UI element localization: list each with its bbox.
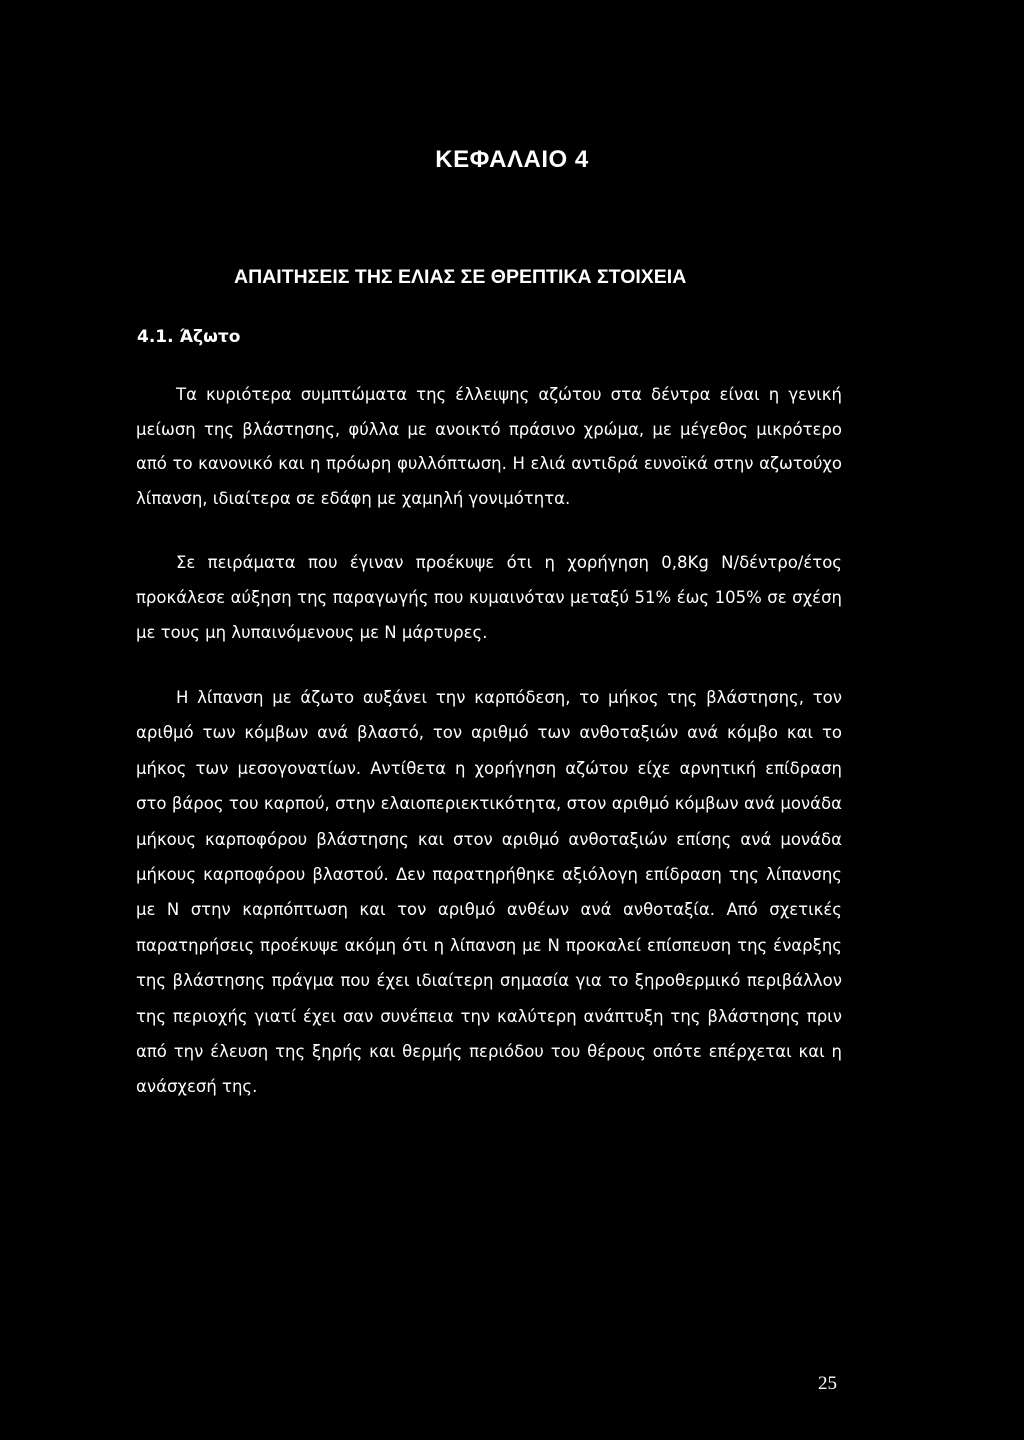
chapter-heading: ΑΠΑΙΤΗΣΕΙΣ ΤΗΣ ΕΛΙΑΣ ΣΕ ΘΡΕΠΤΙΚΑ ΣΤΟΙΧΕΙΑ: [234, 266, 687, 288]
paragraph: Σε πειράματα που έγιναν προέκυψε ότι η χορήγηση 0,8Kg Ν/δέντρο/έτος προκάλεσε αύξηση της παραγωγής που κυμαινόταν μεταξύ 51% έως 105% σε σχέση με τους μη λυπαινόμενους με Ν μάρτυρες.: [136, 553, 842, 642]
paragraph: Η λίπανση με άζωτο αυξάνει την καρπόδεση, το μήκος της βλάστησης, τον αριθμό των κόμβων ανά βλαστό, τον αριθμό των ανθοταξιών ανά κόμβο και το μήκος των μεσογονατίων. Αντίθετα η χορήγηση αζώτου είχε αρνητική επίδραση στο βάρος του καρπού, στην ελαιοπεριεκτικότητα, στον αριθμό κόμβων ανά μονάδα μήκους καρποφόρου βλάστησης και στον αριθμό ανθοταξιών επίσης ανά μονάδα μήκους καρποφόρου βλαστού. Δεν παρατηρήθηκε αξιόλογη επίδραση της λίπανσης με Ν στην καρπόπτωση και τον αριθμό ανθέων ανά ανθοταξία. Από σχετικές παρατηρήσεις προέκυψε ακόμη ότι η λίπανση με Ν προκαλεί επίσπευση της έναρξης της βλάστησης πράγμα που έχει ιδιαίτερη σημασία για το ξηροθερμικό περιβάλλον της περιοχής γιατί έχει σαν συνέπεια την καλύτερη ανάπτυξη της βλάστησης πριν από την έλευση της ξηρής και θερμής περιόδου του θέρους οπότε επέρχεται και η ανάσχεσή της.: [136, 688, 842, 1097]
paragraph: Τα κυριότερα συμπτώματα της έλλειψης αζώτου στα δέντρα είναι η γενική μείωση της βλάστησης, φύλλα με ανοικτό πράσινο χρώμα, με μέγεθος μικρότερο από το κανονικό και η πρόωρη φυλλόπτωση. Η ελιά αντιδρά ευνοϊκά στην αζωτούχο λίπανση, ιδιαίτερα σε εδάφη με χαμηλή γονιμότητα.: [136, 385, 842, 508]
chapter-title: ΚΕΦΑΛΑΙΟ 4: [435, 146, 589, 173]
section-heading: 4.1. Άζωτο: [137, 327, 241, 347]
page-number: 25: [818, 1373, 837, 1394]
